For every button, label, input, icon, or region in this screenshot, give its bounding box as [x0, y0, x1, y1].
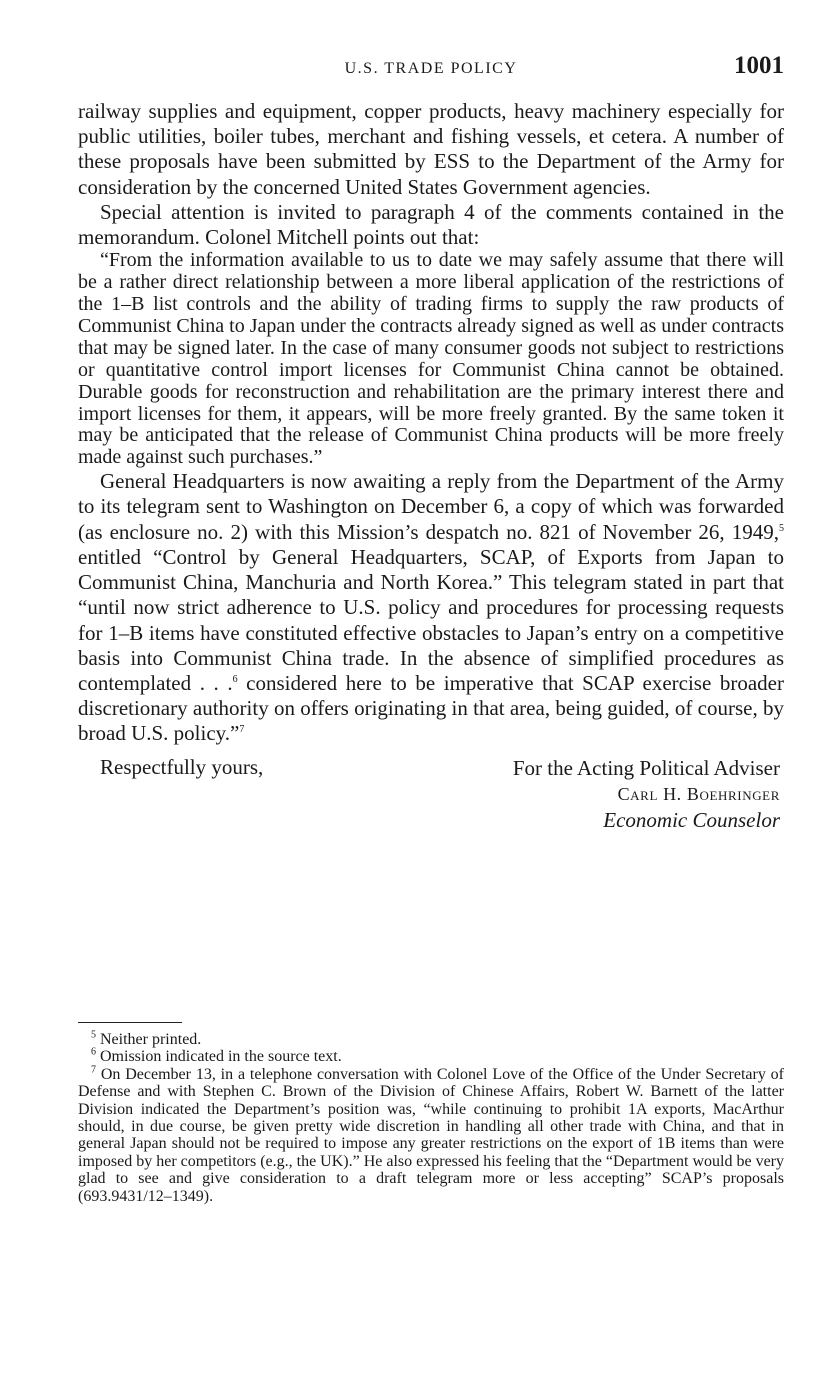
footnote-7 [78, 1066, 784, 1205]
footnote-6-text: Omission indicated in the source text. [100, 1048, 342, 1066]
paragraph-3-part-a: General Headquarters is now awaiting a reply from the Department of the Army to its telegram sent to Washington on December 6, a copy of which was forwarded (as enclosure no. 2) with this Mission’s despatch no. 821 of November 26, 1949, [78, 469, 784, 544]
footnote-7-text: On December 13, in a telephone conversation with Colonel Love of the Office of the Under Secretary of Defense and with Stephen C. Brown of the Division of Chinese Affairs, Robert W. Barnett of the latter Division indicated the Department’s position was, “while continuing to prohibit 1A exports, MacArthur should, in due course, be given pretty wide discretion in handling all other trade with China, and that in general Japan should not be required to impose any greater restrictions on the export of 1B items than were imposed by her competitors (e.g., the UK).” He also expressed his feeling that the “Department would be very glad to see and give consideration to a draft telegram more or less accepting” SCAP’s proposals (693.9431/12–1349). [78, 1065, 785, 1205]
footnote-5 [78, 1031, 784, 1048]
footnote-mark-5: 5 [91, 1029, 96, 1041]
signature-block [513, 755, 780, 833]
footnote-mark-6: 6 [91, 1047, 96, 1059]
signature-line-1: For the Acting Political Adviser [512, 755, 780, 780]
salutation: Respectfully yours, [100, 754, 264, 779]
body-text [78, 99, 784, 833]
footnote-ref-7: 7 [239, 724, 245, 736]
footnote-ref-6: 6 [232, 673, 238, 685]
paragraph-3-part-c: considered here to be imperative that SCAP exercise broader discretionary authority on offers originating in that area, being guided, of course, by broad U.S. policy.” [78, 670, 784, 746]
footnote-mark-7: 7 [91, 1064, 96, 1076]
paragraph-2: Special attention is invited to paragraph 4 of the comments contained in the memorandum. Colonel Mitchell points out that: [78, 199, 784, 250]
block-quote: “From the information available to us to date we may safely assume that there will be a rather direct relationship between a more liberal application of the restrictions of the 1–B list controls and the ability of trading firms to supply the raw products of Communist China to Japan under the contracts already signed as well as under contracts that may be signed later. In the case of many consumer goods not subject to restrictions or quantitative control import licenses for Communist China cannot be obtained. Durable goods for reconstruction and rehabilitation are the primary interest there and import licenses for them, it appears, will be more freely granted. By the same token it may be anticipated that the release of Communist China products will be more freely made against such purchases.” [78, 249, 784, 469]
footnotes [78, 1031, 784, 1205]
footnote-rule [78, 1022, 182, 1023]
signatory-title: Economic Counselor [603, 807, 780, 832]
paragraph-1: railway supplies and equipment, copper products, heavy machinery especially for public utilities, boiler tubes, merchant and fishing vessels, et cetera. A number of these proposals have been submitted by ESS to the Department of the Army for consideration by the concerned United States Government agencies. [78, 99, 784, 199]
page-header [78, 52, 784, 86]
letter-closing [78, 755, 784, 833]
paragraph-3-part-b: entitled “Control by General Headquarters, SCAP, of Exports from Japan to Communist China, Manchuria and North Korea.” This telegram stated in part that “until now strict adherence to U.S. policy and procedures for processing requests for 1–B items have constituted effective obstacles to Japan’s entry on a competitive basis into Communist China trade. In the absence of simplified procedures as contemplated . . . [78, 544, 784, 695]
signatory-name: Carl H. Boehringer [617, 783, 780, 804]
footnote-6 [78, 1048, 784, 1065]
running-head: U.S. TRADE POLICY [344, 60, 518, 77]
paragraph-3 [78, 469, 784, 746]
footnote-ref-5: 5 [779, 522, 784, 534]
page-number: 1001 [734, 52, 784, 79]
document-page [78, 0, 784, 1380]
footnote-5-text: Neither printed. [100, 1031, 202, 1048]
